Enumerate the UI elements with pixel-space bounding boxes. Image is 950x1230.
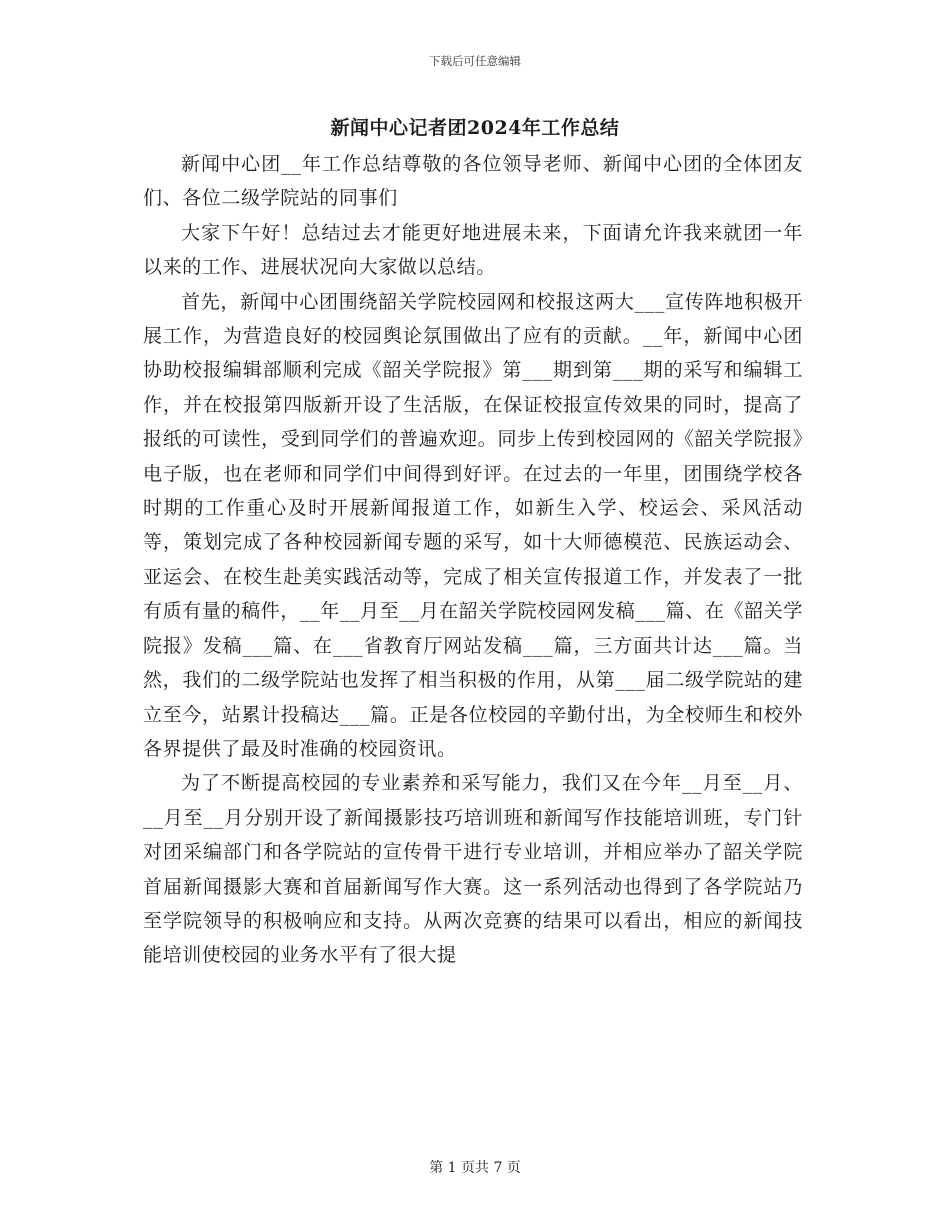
paragraph-training: 为了不断提高校园的专业素养和采写能力，我们又在今年__月至__月、__月至__月分别开设了新闻摄影技巧培训班和新闻写作技能培训班，专门针对团采编部门和各学院站的宣传骨干进行专业培训，并相应举办了韶关学院首届新闻摄影大赛和首届新闻写作大赛。这一系列活动也得到了各学院站乃至学院领导的积极响应和支持。从两次竞赛的结果可以看出，相应的新闻技能培训使校园的业务水平有了很大提 — [143, 772, 803, 967]
paragraph-reporting-work: 首先，新闻中心团围绕韶关学院校园网和校报这两大___宣传阵地积极开展工作，为营造良好的校园舆论氛围做出了应有的贡献。__年，新闻中心团协助校报编辑部顺利完成《韶关学院报》第___期到第___期的采写和编辑工作，并在校报第四版新开设了生活版，在保证校报宣传效果的同时，提高了报纸的可读性，受到同学们的普遍欢迎。同步上传到校园网的《韶关学院报》电子版，也在老师和同学们中间得到好评。在过去的一年里，团围绕学校各时期的工作重心及时开展新闻报道工作，如新生入学、校运会、采风活动等，策划完成了各种校园新闻专题的采写，如十大师德模范、民族运动会、亚运会、在校生赴美实践活动等，完成了相关宣传报道工作，并发表了一批有质有量的稿件，__年__月至__月在韶关学院校园网发稿___篇、在《韶关学院报》发稿___篇、在___省教育厅网站发稿___篇，三方面共计达___篇。当然，我们的二级学院站也发挥了相当积极的作用，从第___届二级学院站的建立至今，站累计投稿达___篇。正是各位校园的辛勤付出，为全校师生和校外各界提供了最及时准确的校园资讯。 — [143, 290, 803, 760]
document-body — [143, 147, 803, 973]
page-number: 第 1 页共 7 页 — [429, 1160, 521, 1176]
paragraph-opening: 大家下午好！总结过去才能更好地进展未来，下面请允许我来就团一年以来的工作、进展状况向大家做以总结。 — [143, 221, 803, 279]
paragraph-greeting: 新闻中心团__年工作总结尊敬的各位领导老师、新闻中心团的全体团友们、各位二级学院站的同事们 — [143, 153, 803, 210]
header-note: 下载后可任意编辑 — [429, 54, 521, 68]
document-title: 新闻中心记者团2024年工作总结 — [330, 117, 620, 139]
